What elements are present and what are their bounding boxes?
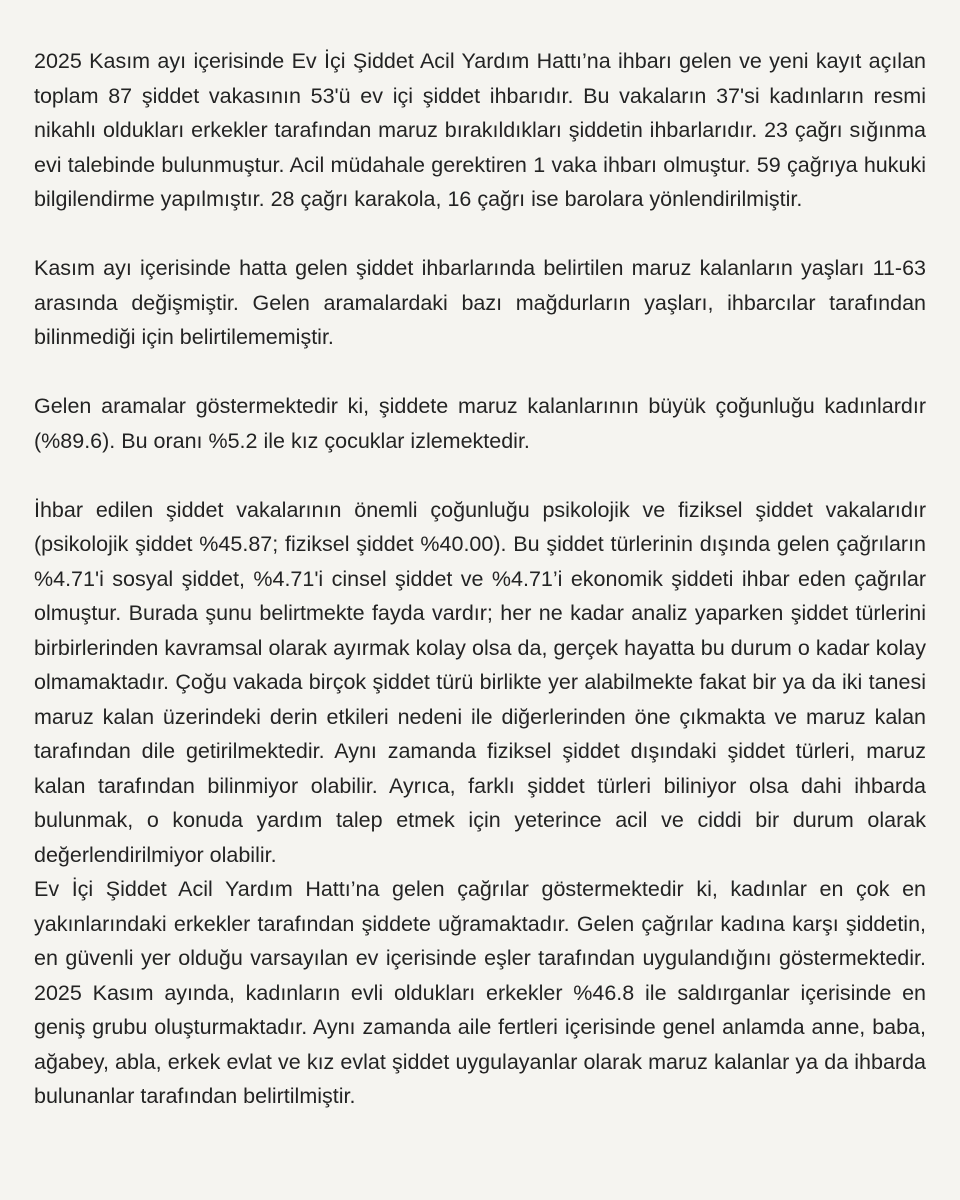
paragraph-violence-types: İhbar edilen şiddet vakalarının önemli çoğunluğu psikolojik ve fiziksel şiddet vakalarıdır (psikolojik şiddet %45.87; fiziksel şiddet %40.00). Bu şiddet türlerinin dışında gelen çağrıların %4.71'i sosyal şiddet, %4.71'i cinsel şiddet ve %4.71’i ekonomik şiddeti ihbar eden çağrılar olmuştur. Burada şunu belirtmekte fayda vardır; her ne kadar analiz yaparken şiddet türlerini birbirlerinden kavramsal olarak ayırmak kolay olsa da, gerçek hayatta bu durum o kadar kolay olmamaktadır. Çoğu vakada birçok şiddet türü birlikte yer alabilmekte fakat bir ya da iki tanesi maruz kalan üzerindeki derin etkileri nedeni ile diğerlerinden öne çıkmakta ve maruz kalan tarafından dile getirilmektedir. Aynı zamanda fiziksel şiddet dışındaki şiddet türleri, maruz kalan tarafından bilinmiyor olabilir. Ayrıca, farklı şiddet türleri biliniyor olsa dahi ihbarda bulunmak, o konuda yardım talep etmek için yeterince acil ve ciddi bir durum olarak değerlendirilmiyor olabilir. xyxy=(34,497,926,867)
document-body xyxy=(34,44,926,1114)
paragraph-case-summary: 2025 Kasım ayı içerisinde Ev İçi Şiddet Acil Yardım Hattı’na ihbarı gelen ve yeni kayıt açılan toplam 87 şiddet vakasının 53'ü ev içi şiddet ihbarıdır. Bu vakaların 37'si kadınların resmi nikahlı oldukları erkekler tarafından maruz bırakıldıkları şiddetin ihbarlarıdır. 23 çağrı sığınma evi talebinde bulunmuştur. Acil müdahale gerektiren 1 vaka ihbarı olmuştur. 59 çağrıya hukuki bilgilendirme yapılmıştır. 28 çağrı karakola, 16 çağrı ise barolara yönlendirilmiştir. xyxy=(34,49,926,211)
paragraph-perpetrators: Ev İçi Şiddet Acil Yardım Hattı’na gelen çağrılar göstermektedir ki, kadınlar en çok en yakınlarındaki erkekler tarafından şiddete uğramaktadır. Gelen çağrılar kadına karşı şiddetin, en güvenli yer olduğu varsayılan ev içerisinde eşler tarafından uygulandığını göstermektedir. 2025 Kasım ayında, kadınların evli oldukları erkekler %46.8 ile saldırganlar içerisinde en geniş grubu oluşturmaktadır. Aynı zamanda aile fertleri içerisinde genel anlamda anne, baba, ağabey, abla, erkek evlat ve kız evlat şiddet uygulayanlar olarak maruz kalanlar ya da ihbarda bulunanlar tarafından belirtilmiştir. xyxy=(34,877,926,1108)
paragraph-age-range: Kasım ayı içerisinde hatta gelen şiddet ihbarlarında belirtilen maruz kalanların yaşları 11-63 arasında değişmiştir. Gelen aramalardaki bazı mağdurların yaşları, ihbarcılar tarafından bilinmediği için belirtilememiştir. xyxy=(34,256,926,349)
paragraph-victim-gender: Gelen aramalar göstermektedir ki, şiddete maruz kalanlarının büyük çoğunluğu kadınlardır (%89.6). Bu oranı %5.2 ile kız çocuklar izlemektedir. xyxy=(34,394,926,453)
